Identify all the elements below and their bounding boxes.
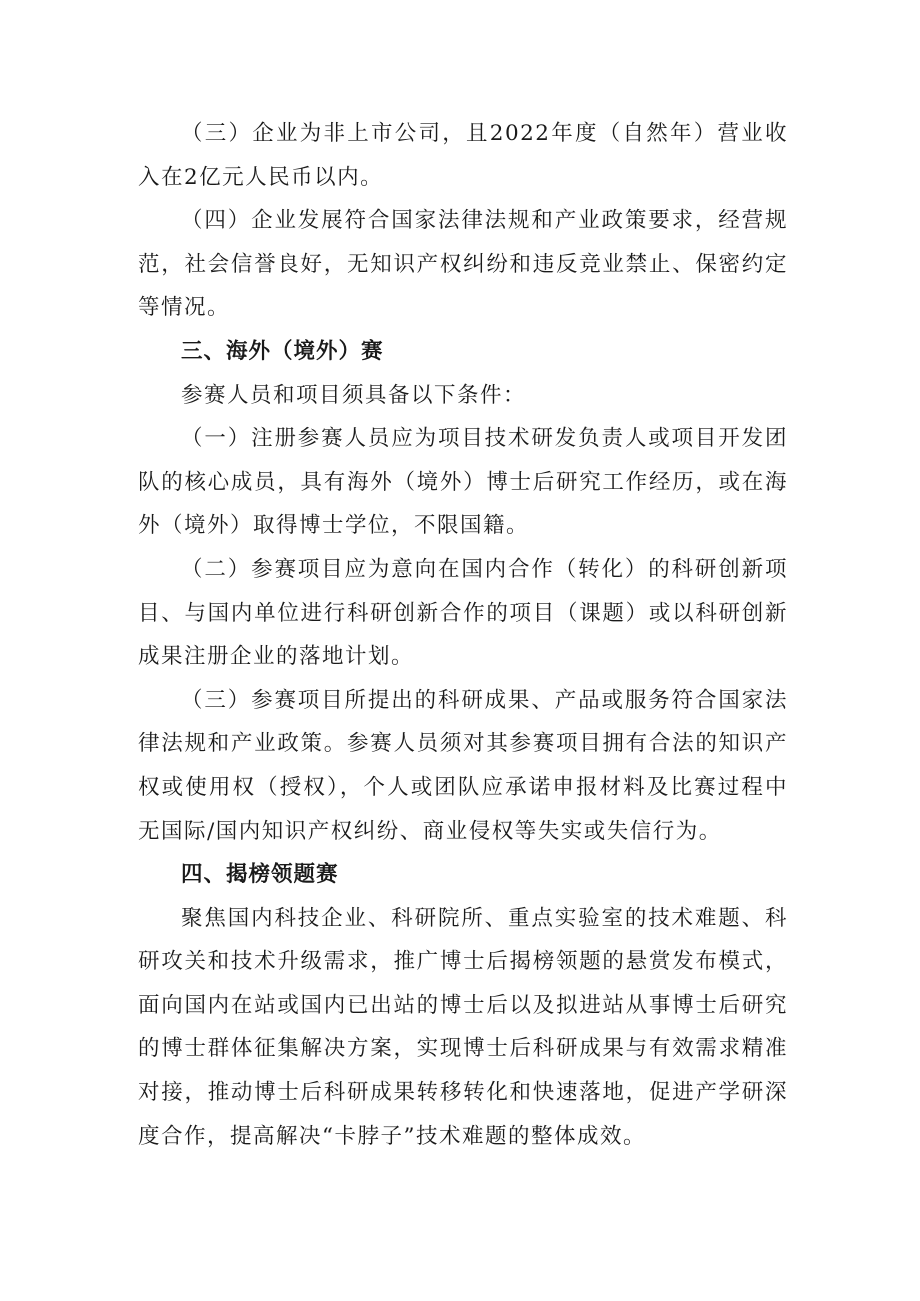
document-page xyxy=(138,112,788,1158)
section-heading-overseas: 三、海外（境外）赛 xyxy=(181,338,384,364)
paragraph-enterprise-listing: （三）企业为非上市公司，且2022年度（自然年）营业收入在2亿元人民币以内。 xyxy=(138,121,788,190)
paragraph-overseas-condition-2: （二）参赛项目应为意向在国内合作（转化）的科研创新项目、与国内单位进行科研创新合作的项目（课题）或以科研创新成果注册企业的落地计划。 xyxy=(138,556,788,670)
paragraph-overseas-condition-1: （一）注册参赛人员应为项目技术研发负责人或项目开发团队的核心成员，具有海外（境外）博士后研究工作经历，或在海外（境外）取得博士学位，不限国籍。 xyxy=(138,426,788,539)
paragraph-enterprise-compliance: （四）企业发展符合国家法律法规和产业政策要求，经营规范，社会信誉良好，无知识产权纠纷和违反竞业禁止、保密约定等情况。 xyxy=(138,208,788,321)
section-heading-challenge: 四、揭榜领题赛 xyxy=(181,862,339,888)
paragraph-challenge-description: 聚焦国内科技企业、科研院所、重点实验室的技术难题、科研攻关和技术升级需求，推广博士后揭榜领题的悬赏发布模式，面向国内在站或国内已出站的博士后以及拟进站从事博士后研究的博士群体征集解决方案，实现博士后科研成果与有效需求精准对接，推动博士后科研成果转移转化和快速落地，促进产学研深度合作，提高解决“卡脖子”技术难题的整体成效。 xyxy=(138,905,788,1149)
paragraph-overseas-condition-3: （三）参赛项目所提出的科研成果、产品或服务符合国家法律法规和产业政策。参赛人员须对其参赛项目拥有合法的知识产权或使用权（授权），个人或团队应承诺申报材料及比赛过程中无国际/国内知识产权纠纷、商业侵权等失实或失信行为。 xyxy=(138,687,788,844)
paragraph-overseas-intro: 参赛人员和项目须具备以下条件： xyxy=(181,382,527,408)
